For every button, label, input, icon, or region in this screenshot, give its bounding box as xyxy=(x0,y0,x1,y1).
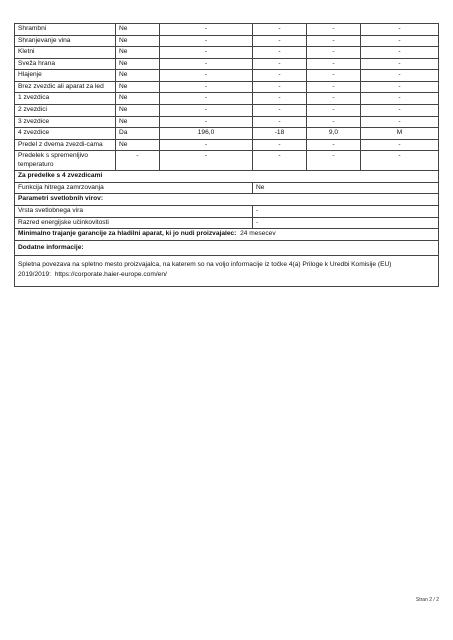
manufacturer-link[interactable]: https://corporate.haier-europe.com/en/ xyxy=(54,271,167,279)
compartment-row xyxy=(15,81,439,93)
product-information-table xyxy=(14,23,439,287)
warranty-value: 24 mesecev xyxy=(240,230,276,238)
four-star-heading: Za predelke s 4 zvezdicami xyxy=(15,171,439,183)
compartment-energy: - xyxy=(307,70,361,82)
compartment-class: M xyxy=(361,128,439,140)
compartment-temperature: - xyxy=(253,58,307,70)
compartment-row xyxy=(15,151,439,171)
compartment-present: - xyxy=(116,151,160,171)
additional-heading: Dodatne informacije: xyxy=(15,240,439,256)
compartment-class: - xyxy=(361,93,439,105)
additional-text: Spletna povezava na spletno mesto proizvajalca, na katerem so na voljo informacije iz točke 4(a) Priloge k Uredbi Komisije (EU) 2019/2019: xyxy=(18,261,392,279)
compartment-energy: - xyxy=(307,139,361,151)
additional-heading-row xyxy=(15,240,439,256)
compartment-energy: - xyxy=(307,24,361,36)
fast-freeze-row xyxy=(15,182,439,194)
compartment-name: Shranjevanje vina xyxy=(15,35,116,47)
compartment-row xyxy=(15,93,439,105)
compartment-temperature: -18 xyxy=(253,128,307,140)
compartment-class: - xyxy=(361,47,439,59)
compartment-class: - xyxy=(361,116,439,128)
compartment-volume: - xyxy=(160,116,253,128)
compartment-rows xyxy=(15,24,439,171)
compartment-present: Ne xyxy=(116,81,160,93)
compartment-name: Shrambni xyxy=(15,24,116,36)
compartment-temperature: - xyxy=(253,70,307,82)
compartment-present: Ne xyxy=(116,47,160,59)
warranty-cell xyxy=(15,229,439,241)
compartment-temperature: - xyxy=(253,81,307,93)
compartment-energy: 9,0 xyxy=(307,128,361,140)
compartment-row xyxy=(15,35,439,47)
compartment-name: 2 zvezdici xyxy=(15,104,116,116)
compartment-volume: - xyxy=(160,139,253,151)
light-class-label: Razred energijske učinkovitosti xyxy=(15,217,253,229)
compartment-present: Da xyxy=(116,128,160,140)
compartment-energy: - xyxy=(307,47,361,59)
compartment-temperature: - xyxy=(253,139,307,151)
compartment-energy: - xyxy=(307,81,361,93)
compartment-present: Ne xyxy=(116,58,160,70)
compartment-volume: - xyxy=(160,24,253,36)
compartment-name: Brez zvezdic ali aparat za led xyxy=(15,81,116,93)
compartment-present: Ne xyxy=(116,116,160,128)
compartment-energy: - xyxy=(307,151,361,171)
compartment-row xyxy=(15,24,439,36)
compartment-volume: - xyxy=(160,93,253,105)
compartment-present: Ne xyxy=(116,93,160,105)
compartment-present: Ne xyxy=(116,139,160,151)
compartment-class: - xyxy=(361,151,439,171)
compartment-temperature: - xyxy=(253,93,307,105)
compartment-volume: - xyxy=(160,104,253,116)
light-class-value: - xyxy=(253,217,439,229)
compartment-name: 4 zvezdice xyxy=(15,128,116,140)
compartment-row xyxy=(15,128,439,140)
compartment-present: Ne xyxy=(116,104,160,116)
compartment-present: Ne xyxy=(116,24,160,36)
compartment-energy: - xyxy=(307,116,361,128)
compartment-row xyxy=(15,47,439,59)
compartment-volume: - xyxy=(160,70,253,82)
compartment-temperature: - xyxy=(253,35,307,47)
compartment-volume: - xyxy=(160,81,253,93)
additional-text-row xyxy=(15,256,439,286)
compartment-energy: - xyxy=(307,104,361,116)
light-heading: Parametri svetlobnih virov: xyxy=(15,194,439,206)
compartment-temperature: - xyxy=(253,24,307,36)
compartment-class: - xyxy=(361,81,439,93)
warranty-label: Minimalno trajanje garancije za hladilni aparat, ki jo nudi proizvajalec: xyxy=(18,230,237,238)
compartment-present: Ne xyxy=(116,70,160,82)
compartment-present: Ne xyxy=(116,35,160,47)
details-rows xyxy=(15,171,439,286)
light-type-row xyxy=(15,206,439,218)
compartment-row xyxy=(15,70,439,82)
compartment-name: Hlajenje xyxy=(15,70,116,82)
compartment-energy: - xyxy=(307,93,361,105)
compartment-temperature: - xyxy=(253,104,307,116)
compartment-volume: 196,0 xyxy=(160,128,253,140)
light-type-value: - xyxy=(253,206,439,218)
compartment-row xyxy=(15,104,439,116)
compartment-row xyxy=(15,139,439,151)
compartment-name: Sveža hrana xyxy=(15,58,116,70)
compartment-name: 1 zvezdica xyxy=(15,93,116,105)
compartment-row xyxy=(15,58,439,70)
compartment-temperature: - xyxy=(253,151,307,171)
compartment-volume: - xyxy=(160,58,253,70)
compartment-temperature: - xyxy=(253,47,307,59)
compartment-name: Predelek s spremenljivo temperaturo xyxy=(15,151,116,171)
page-number: Stran 2 / 2 xyxy=(415,597,439,603)
light-class-row xyxy=(15,217,439,229)
compartment-name: 3 zvezdice xyxy=(15,116,116,128)
compartment-class: - xyxy=(361,58,439,70)
compartment-class: - xyxy=(361,104,439,116)
compartment-volume: - xyxy=(160,151,253,171)
light-type-label: Vrsta svetlobnega vira xyxy=(15,206,253,218)
fast-freeze-label: Funkcija hitrega zamrzovanja xyxy=(15,182,253,194)
additional-cell xyxy=(15,256,439,286)
compartment-energy: - xyxy=(307,35,361,47)
compartment-class: - xyxy=(361,70,439,82)
compartment-temperature: - xyxy=(253,116,307,128)
fast-freeze-value: Ne xyxy=(253,182,439,194)
compartment-class: - xyxy=(361,139,439,151)
compartment-row xyxy=(15,116,439,128)
light-heading-row xyxy=(15,194,439,206)
compartment-name: Predel z dvema zvezdi-cama xyxy=(15,139,116,151)
compartment-volume: - xyxy=(160,47,253,59)
compartment-volume: - xyxy=(160,35,253,47)
warranty-row xyxy=(15,229,439,241)
compartment-class: - xyxy=(361,35,439,47)
compartment-class: - xyxy=(361,24,439,36)
compartment-name: Kletni xyxy=(15,47,116,59)
four-star-heading-row xyxy=(15,171,439,183)
compartment-energy: - xyxy=(307,58,361,70)
